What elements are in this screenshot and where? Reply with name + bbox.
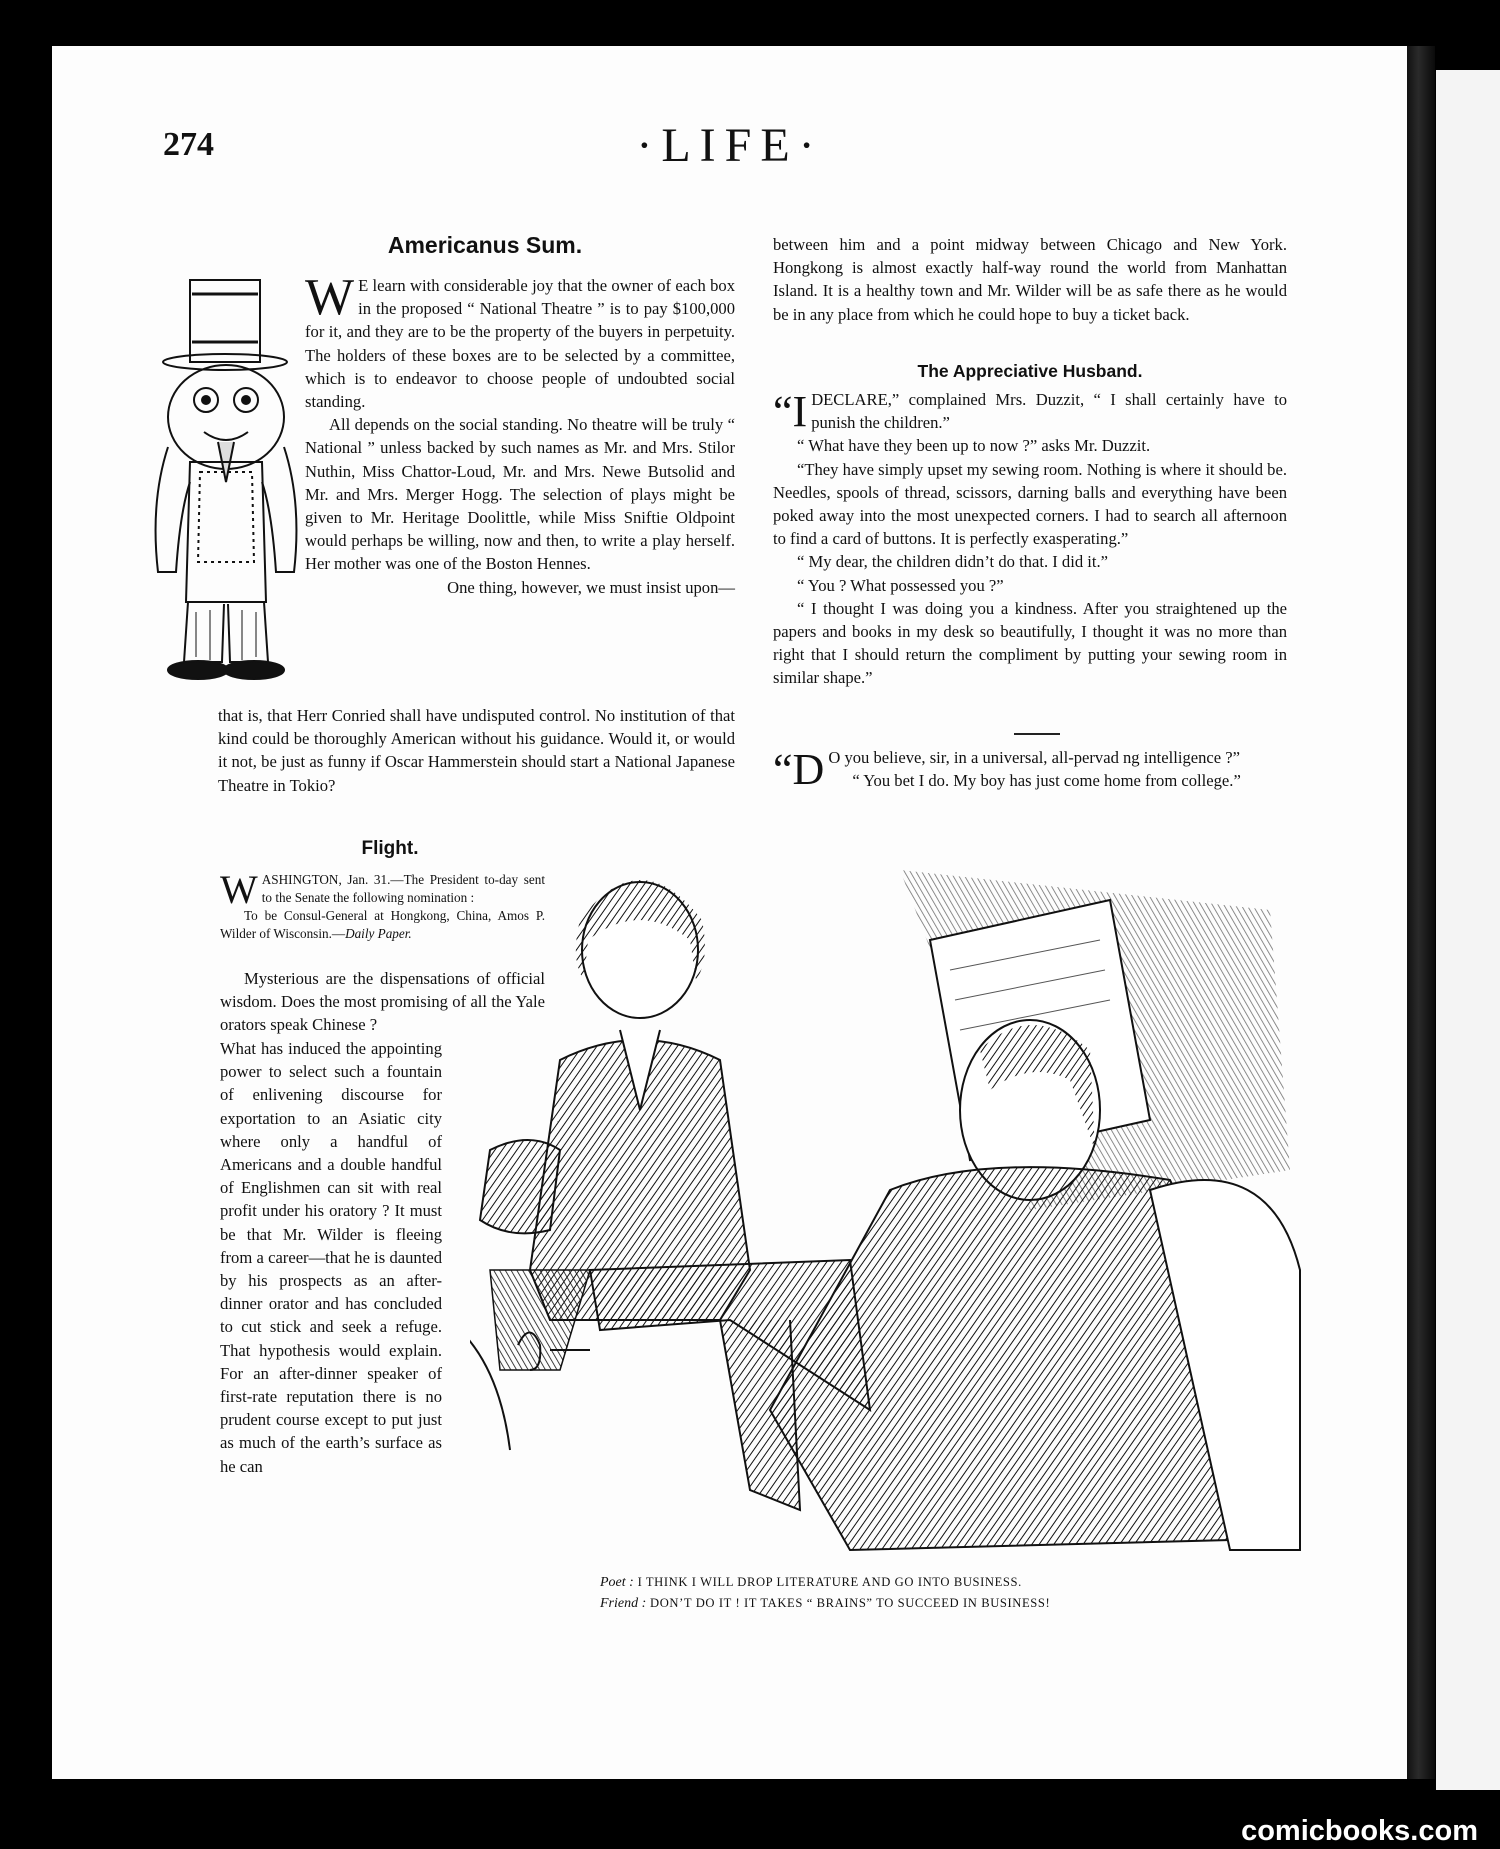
husband-dropcap: “I [773,387,808,436]
americanus-paragraph-1: E learn with considerable joy that the owner of each box in the proposed “ National Theatre ” is to pay $100,000 for it, and they are to be the property of the buyers in perpetuity. The holders of these boxes are to be selected by a committee, which is to endeavor to choose people of undoubted social standing. [305,276,735,412]
husband-paragraph-2: “ What have they been up to now ?” asks Mr. Duzzit. [797,436,1151,456]
husband-heading: The Appreciative Husband. [917,361,1143,381]
husband-paragraph-3: “They have simply upset my sewing room. Nothing is where it should be. Needles, spools of thread, scissors, darning balls and everything have been poked away into the most unexpected corners. I had to search all afternoon to find a card of buttons. It is perfectly exasperating.” [773,459,1287,549]
believe-body [773,746,1287,792]
flight-source: Daily Paper. [345,926,412,941]
americanus-paragraph-3b: that is, that Herr Conried shall have undisputed control. No institution of that kind could be thoroughly American without his guidance. Would it, or would it not, be just as funny if Oscar Hammerstein should start a National Japanese Theatre in Tokio? [218,706,735,795]
believe-dropcap: “D [773,745,825,794]
caption-poet-label: Poet : [600,1575,634,1590]
caption-friend-line [600,1593,1300,1614]
page-number: 274 [163,126,214,163]
watermark: comicbooks.com [1241,1815,1478,1847]
column-two-continuation: between him and a point midway between Chicago and New York. Hongkong is almost exactly half-way round the world from Manhattan Island. It is a healthy town and Mr. Wilder will be as safe there as he would be in any place from which he could hope to buy a ticket back. [773,235,1287,324]
caption-friend-label: Friend : [600,1596,647,1611]
flight-dispatch-text: ASHINGTON, Jan. 31.—The President to-day sent to the Senate the following nomination : [261,872,545,905]
americanus-dropcap: W [305,269,355,326]
americanus-paragraph-3a: One thing, however, we must insist upon— [447,577,735,597]
flight-heading: Flight. [361,838,419,859]
husband-paragraph-4: “ My dear, the children didn’t do that. I did it.” [797,552,1109,572]
section-divider [1014,733,1060,735]
americanus-paragraph-2: All depends on the social standing. No theatre will be truly “ National ” unless backed by such names as Mr. and Mrs. Stilor Nuthin, Miss Chattor-Loud, Mr. and Mrs. Newe Butsolid and Mr. and Mrs. Merger Hogg. The selection of plays might be given to Mr. Heritage Doolittle, while Miss Sniftie Oldpoint would perhaps be willing, now and then, to write a play herself. Her mother was one of the Boston Hennes. [305,415,735,574]
flight-nomination: To be Consul-General at Hongkong, China, Amos P. Wilder of Wisconsin.— [220,908,545,941]
uncle-sam-illustration [140,272,310,682]
husband-paragraph-1: DECLARE,” complained Mrs. Duzzit, “ I shall certainly have to punish the children.” [811,390,1287,433]
masthead: ·LIFE· [636,119,824,172]
americanus-body [305,269,735,599]
flight-dropcap: W [220,867,258,912]
caption-friend-text: DON’T DO IT ! IT TAKES “ BRAINS” TO SUCCEED IN BUSINESS! [650,1596,1051,1610]
caption-poet-text: I THINK I WILL DROP LITERATURE AND GO INTO BUSINESS. [637,1575,1022,1589]
illustration-caption [600,1572,1300,1614]
page-binding-edge [1407,46,1435,1779]
adjacent-page [1436,70,1500,1790]
flight-paragraph-1: Mysterious are the dispensations of official wisdom. Does the most promising of all the Yale orators speak Chinese ? [220,969,545,1035]
husband-body [773,388,1287,690]
americanus-heading: Americanus Sum. [387,232,583,258]
caption-poet-line [600,1572,1300,1593]
believe-paragraph-1: O you believe, sir, in a universal, all-pervad ng intelligence ?” [828,748,1241,767]
poet-and-friend-illustration [470,850,1310,1560]
husband-paragraph-6: “ I thought I was doing you a kindness. After you straightened up the papers and books in my desk so beautifully, I thought it was no more than right that I should return the compliment by putting your sewing room in similar shape.” [773,598,1287,688]
flight-paragraph-2: What has induced the appointing power to select such a fountain of enlivening discourse for exportation to an Asiatic city where only a handful of Americans and a double handful of Englishmen can sit with real profit under his oratory ? It must be that Mr. Wilder is fleeing from a career—that he is daunted by his prospects as an after-dinner orator and has concluded to cut stick and seek a refuge. That hypothesis would explain. For an after-dinner speaker of first-rate reputation there is no prudent course except to put just as much of the earth’s surface as he can [220,1039,442,1476]
husband-paragraph-5: “ You ? What possessed you ?” [797,575,1004,595]
believe-paragraph-2: “ You bet I do. My boy has just come home from college.” [852,771,1241,791]
